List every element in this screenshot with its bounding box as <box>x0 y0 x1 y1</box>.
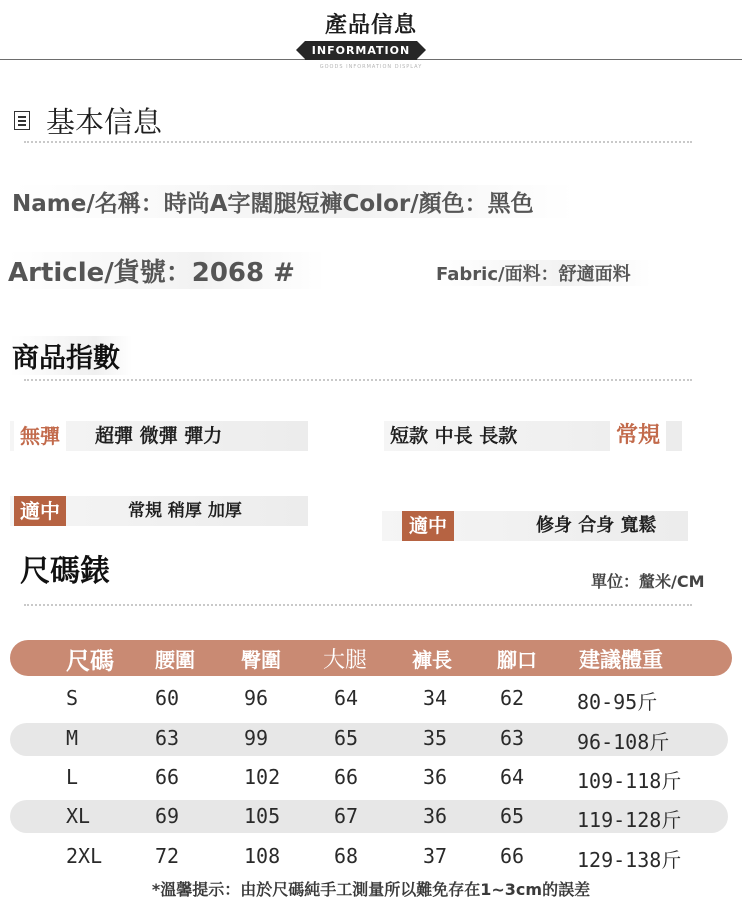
document-icon <box>14 111 30 130</box>
header-subtitle: GOODS INFORMATION DISPLAY <box>319 64 423 70</box>
table-cell: 65 <box>500 804 525 828</box>
table-cell: 72 <box>155 844 180 868</box>
table-cell: 105 <box>244 804 281 828</box>
table-cell: 66 <box>500 844 525 868</box>
badge-left-notch <box>296 41 305 59</box>
thickness-selected: 適中 <box>14 496 66 526</box>
table-cell: 65 <box>334 726 359 750</box>
table-cell: 62 <box>500 686 525 710</box>
dotted-divider <box>24 141 692 143</box>
page-title: 產品信息 <box>324 13 417 38</box>
table-cell: 63 <box>155 726 180 750</box>
table-cell: L <box>66 765 79 789</box>
table-cell: 119-128斤 <box>577 808 682 832</box>
table-cell: 129-138斤 <box>577 848 682 872</box>
table-cell: 80-95斤 <box>577 690 658 714</box>
table-cell: 96-108斤 <box>577 730 670 754</box>
thickness-bar <box>10 496 308 526</box>
table-cell: 68 <box>334 844 359 868</box>
thickness-options: 常規 稍厚 加厚 <box>128 501 242 521</box>
table-header-size: 尺碼 <box>66 647 114 675</box>
section-heading-basic: 基本信息 <box>46 105 163 139</box>
table-cell: 102 <box>244 765 281 789</box>
name-color-field: Name/名稱：時尚A字闊腿短褲Color/顏色：黑色 <box>12 185 574 218</box>
dotted-divider <box>24 604 692 606</box>
table-cell: 60 <box>155 686 180 710</box>
information-badge: INFORMATION <box>305 41 417 60</box>
table-cell: 34 <box>423 686 448 710</box>
table-cell: 108 <box>244 844 281 868</box>
table-cell: 36 <box>423 804 448 828</box>
fit-bar <box>382 511 688 541</box>
table-header-waist: 腰圍 <box>155 648 195 672</box>
table-cell: 37 <box>423 844 448 868</box>
table-cell: 2XL <box>66 844 103 868</box>
table-header-weight: 建議體重 <box>579 648 663 672</box>
length-selected: 常規 <box>610 421 666 451</box>
table-cell: M <box>66 726 79 750</box>
table-header-thigh: 大腿 <box>323 648 368 673</box>
table-cell: 36 <box>423 765 448 789</box>
table-cell: 64 <box>500 765 525 789</box>
table-cell: 67 <box>334 804 359 828</box>
table-cell: 69 <box>155 804 180 828</box>
fit-selected: 適中 <box>402 511 454 541</box>
table-cell: 35 <box>423 726 448 750</box>
length-options: 短款 中長 長款 <box>390 425 518 447</box>
fit-options: 修身 合身 寬鬆 <box>536 515 657 536</box>
table-header-length: 褲長 <box>412 648 452 672</box>
section-heading-index: 商品指數 <box>10 336 132 375</box>
table-cell: 63 <box>500 726 525 750</box>
section-heading-size: 尺碼錶 <box>20 554 110 589</box>
measurement-note: *溫馨提示：由於尺碼純手工測量所以難免存在1~3cm的誤差 <box>151 880 591 899</box>
elasticity-options: 超彈 微彈 彈力 <box>95 425 223 447</box>
table-cell: XL <box>66 804 91 828</box>
table-header-hem: 腳口 <box>497 648 537 672</box>
table-cell: 64 <box>334 686 359 710</box>
table-cell: 99 <box>244 726 269 750</box>
fabric-field: Fabric/面料：舒適面料 <box>436 260 651 286</box>
badge-right-notch <box>417 41 426 59</box>
elasticity-bar <box>10 421 308 451</box>
table-cell: 66 <box>155 765 180 789</box>
table-cell: 109-118斤 <box>577 769 682 793</box>
table-cell: 66 <box>334 765 359 789</box>
elasticity-selected: 無彈 <box>14 421 66 451</box>
length-bar <box>384 421 682 451</box>
article-field: Article/貨號：2068 # <box>8 252 325 289</box>
dotted-divider <box>24 379 692 381</box>
table-cell: 96 <box>244 686 269 710</box>
table-cell: S <box>66 686 79 710</box>
table-header-hip: 臀圍 <box>241 648 281 672</box>
unit-label: 單位：釐米/CM <box>591 572 705 591</box>
